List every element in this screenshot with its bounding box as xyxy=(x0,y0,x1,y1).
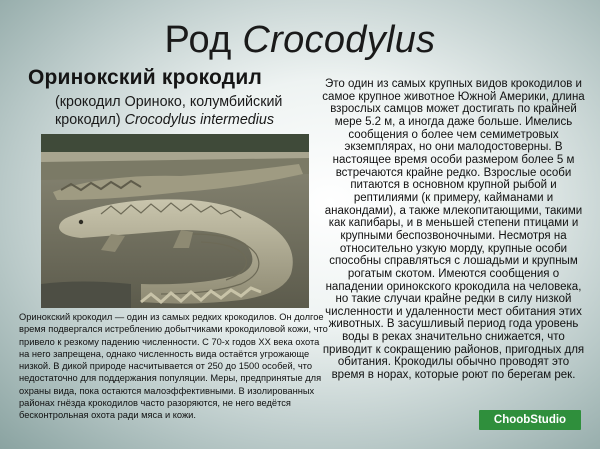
subheading-text: (крокодил Ориноко, колумбийский крокодил) xyxy=(55,94,283,128)
species-heading: Оринокский крокодил xyxy=(28,66,262,89)
title-prefix: Род xyxy=(164,19,243,61)
description-text: Это один из самых крупных видов крокодилов и самое крупное животное Южной Америки, длина взрослых самцов может достигать по крайней мере 5.2 м, а иногда даже больше. Имелись сообщения о более чем семиметровых экземплярах, но они малодостоверны. В настоящее время особи размером более 5 м встречаются крайне редко. Взрослые особи питаются в основном крупной рыбой и рептилиями (к примеру, кайманами и анакондами), а также млекопитающими, такими как капибары, и в меньшей степени птицами и крупными беспозвоночными. Несмотря на относительно узкую морду, крупные особи способны справляться с лошадьми и крупным рогатым скотом. Имеются сообщения о нападении оринокского крокодила на человека, но такие случаи крайне редки в силу низкой численности и удаленности мест обитания этих животных. В засушливый период года уровень воды в реках значительно снижается, что приводит к сокращению районов, пригодных для обитания. Крокодилы обычно проводят это время в норах, которые роют по берегам рек. xyxy=(322,78,585,382)
slide-title xyxy=(0,18,600,62)
species-subheading xyxy=(55,93,310,129)
crocodiles-illustration xyxy=(41,134,309,308)
studio-badge: ChoobStudio xyxy=(479,410,581,430)
photo-caption: Оринокский крокодил — один из самых редких крокодилов. Он долгое время подвергался истреблению добытчиками крокодиловой кожи, что привело к резкому падению численности. С 70-х годов XX века охота на него запрещена, однако численность вида остаётся угрожающе низкой. В дикой природе насчитывается от 250 до 1500 особей, что недостаточно для поддержания популяции. Меры, предпринятые для охраны вида, пока остаются малоэффективными. В изолированных районах гнёзда крокодилов часто разоряются, не него ведётся бесконтрольная охота ради мяса и кожи. xyxy=(19,312,328,421)
crocodiles-photo xyxy=(41,134,309,308)
subheading-latin: Crocodylus intermedius xyxy=(124,112,275,128)
title-latin: Crocodylus xyxy=(242,19,436,61)
